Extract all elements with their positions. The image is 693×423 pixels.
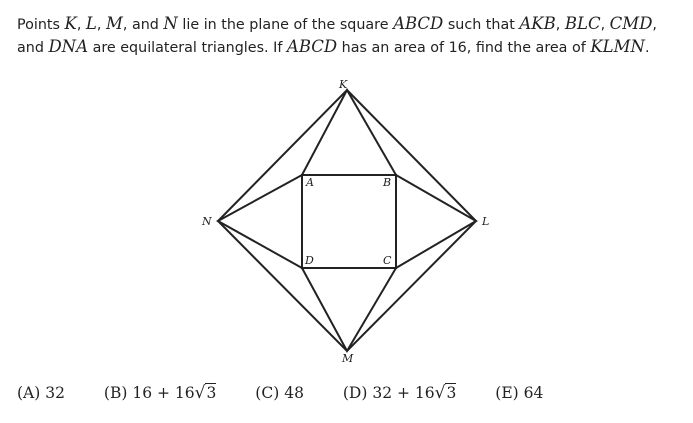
label-k: K — [339, 78, 348, 91]
problem-text: such that — [443, 17, 520, 33]
sqrt-radical: √3 — [434, 383, 457, 403]
sqrt-radicand: 3 — [206, 384, 217, 402]
choice-label: (E) — [495, 384, 519, 402]
problem-text: has an area of 16, find the area of — [337, 40, 591, 56]
choice-a[interactable] — [17, 384, 65, 402]
sqrt-radical: √3 — [194, 383, 217, 403]
triangle-akb-sides — [302, 90, 396, 175]
math-triangle-dna: DNA — [48, 37, 89, 56]
choice-label: (A) — [17, 384, 41, 402]
label-d: D — [305, 254, 314, 267]
label-c: C — [383, 254, 392, 267]
math-var-k: K — [64, 14, 77, 33]
problem-text: , — [76, 17, 86, 33]
choice-value: 16 + 16 — [132, 384, 195, 402]
square-abcd — [302, 175, 396, 268]
math-var-n: N — [163, 14, 178, 33]
problem-text: Points — [17, 17, 65, 33]
problem-text: , — [96, 17, 106, 33]
label-n: N — [202, 215, 212, 228]
choice-b[interactable] — [104, 383, 216, 403]
choice-value: 32 + 16 — [372, 384, 435, 402]
choice-value: 48 — [284, 384, 304, 402]
choice-d[interactable] — [343, 383, 456, 403]
math-var-l: L — [85, 14, 97, 33]
choice-e[interactable] — [495, 384, 543, 402]
math-triangle-cmd: CMD — [609, 14, 653, 33]
outer-quad-klmn — [218, 90, 476, 351]
triangle-dna-sides — [218, 175, 302, 268]
choice-value: 64 — [523, 384, 544, 402]
label-b: B — [383, 176, 392, 189]
problem-text: lie in the plane of the square — [177, 17, 394, 33]
problem-text: , and — [122, 17, 164, 33]
choice-label: (C) — [255, 384, 280, 402]
label-a: A — [306, 176, 314, 189]
answer-choices — [17, 383, 577, 403]
math-square-abcd: ABCD — [393, 14, 444, 33]
triangle-cmd-sides — [302, 268, 396, 351]
problem-text: , — [600, 17, 610, 33]
math-quad-klmn: KLMN — [590, 37, 645, 56]
label-l: L — [482, 215, 490, 228]
label-m: M — [342, 352, 354, 365]
sqrt-radicand: 3 — [446, 384, 457, 402]
math-var-m: M — [105, 14, 123, 33]
math-square-abcd: ABCD — [286, 37, 338, 56]
choice-c[interactable] — [255, 384, 304, 402]
problem-text: , — [652, 17, 657, 33]
math-triangle-akb: AKB — [519, 14, 556, 33]
math-triangle-blc: BLC — [564, 14, 601, 33]
triangle-blc-sides — [396, 175, 476, 268]
choice-label: (D) — [342, 384, 368, 402]
problem-text: and — [17, 40, 49, 56]
problem-text: , — [555, 17, 565, 33]
choice-value: 32 — [45, 384, 65, 402]
problem-text: are equilateral triangles. If — [88, 40, 287, 56]
choice-label: (B) — [103, 384, 128, 402]
problem-text: . — [644, 40, 650, 56]
